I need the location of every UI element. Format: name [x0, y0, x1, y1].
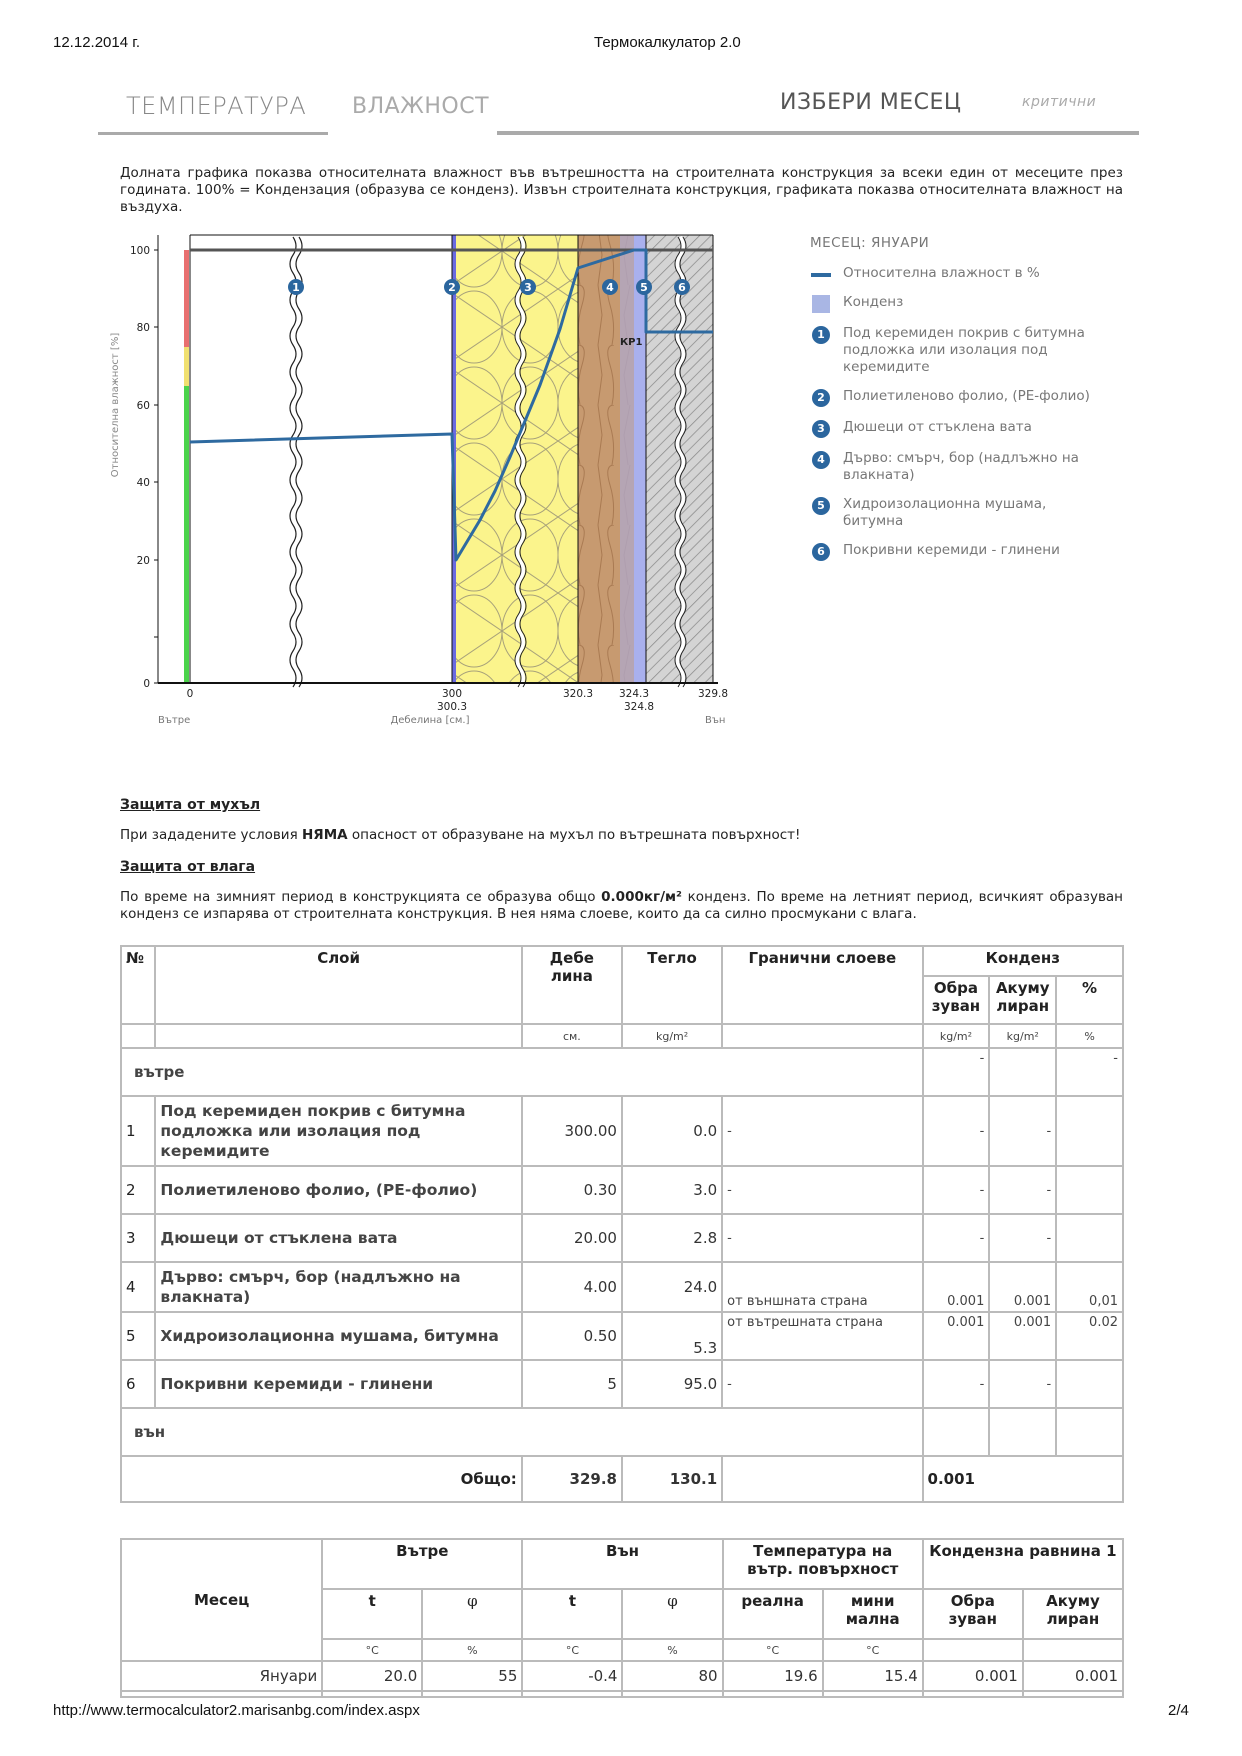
table-row: 2 Полиетиленово фолио, (PE-фолио) 0.30 3.0 - - -: [121, 1166, 1123, 1214]
svg-text:40: 40: [136, 477, 150, 489]
col-condensate: Конденз: [923, 946, 1123, 976]
svg-text:Относителна влажност [%]: Относителна влажност [%]: [110, 332, 121, 478]
col-inside: Вътре: [322, 1539, 522, 1589]
tab-humidity[interactable]: ВЛАЖНОСТ: [352, 94, 490, 119]
table-row-january: Януари 20.0 55 -0.4 80 19.6 15.4 0.001 0.001: [121, 1661, 1123, 1691]
svg-text:Вътре: Вътре: [158, 715, 191, 726]
svg-text:320.3: 320.3: [562, 688, 594, 700]
line-icon: [811, 273, 831, 277]
col-month: Месец: [121, 1539, 322, 1661]
square-icon: [812, 295, 830, 313]
table-row-total: Общо: 329.8 130.1 0.001: [121, 1456, 1123, 1502]
legend-item-layer-4: 4 Дърво: смърч, бор (надлъжно на влакната): [810, 450, 1110, 484]
svg-text:20: 20: [136, 555, 150, 567]
legend-item-condensate: Конденз: [810, 294, 1110, 313]
col-percent: %: [1056, 976, 1123, 1024]
svg-text:329.8: 329.8: [697, 688, 729, 700]
svg-text:300: 300: [441, 688, 463, 700]
col-layer: Слой: [155, 946, 521, 1024]
print-title: Термокалкулатор 2.0: [594, 34, 741, 51]
number-badge-icon: 2: [812, 389, 830, 407]
mold-heading: Защита от мухъл: [120, 797, 261, 813]
col-thickness: Дебе лина: [522, 946, 622, 1024]
legend-item-humidity: Относителна влажност в %: [810, 265, 1110, 282]
table-row: 6 Покривни керемиди - глинени 5 95.0 - - -: [121, 1360, 1123, 1408]
moisture-text: По време на зимният период в конструкцията се образува общо 0.000кг/м² конденз. По време на летният период, всичкият образуван конденз се изпарява от строителната конструкция. В нея няма слоеве, които да са силно просмукани с влага.: [120, 889, 1123, 922]
table-row: 5 Хидроизолационна мушама, битумна 0.50 5.3 от вътрешната страна 0.001 0.001 0.02: [121, 1312, 1123, 1360]
col-surface-temp: Температура на вътр. повърхност: [723, 1539, 923, 1589]
svg-text:6: 6: [678, 281, 686, 294]
chart-legend: [810, 235, 1110, 573]
table-row-inside: вътре - -: [121, 1048, 1123, 1096]
svg-text:1: 1: [292, 281, 300, 294]
layers-table: № Слой Дебе лина Тегло Гранични слоеве Конденз Обра зуван Акуму лиран % см. kg/m² kg/m² kg/m² % вътре - - 1 Под керемиден покрив с битумна подложка или изолация под керемидите 300.00 0.0 - - - 2 Полиетиленово фолио, (PE-фолио) 0.30 3.0 - - - 3 Дюшеци от стъклена вата 20.00 2.8 - - - 4 Дърво: смърч, бор (надлъжно на влакната) 4.00 24.0 от външната страна 0.001 0.001 0,01 5 Хидроизолационна мушама, битумна 0.50 5.3 от вътрешната страна 0.001 0.001 0.02 6 Покривни керемиди - глинени 5 95.0 - - - вън Общо: 329.8 130.1 0.001: [120, 945, 1124, 1503]
number-badge-icon: 5: [812, 497, 830, 515]
svg-text:0: 0: [186, 688, 194, 700]
col-boundary: Гранични слоеве: [722, 946, 922, 1024]
svg-text:0: 0: [143, 678, 150, 690]
svg-text:5: 5: [640, 281, 648, 294]
legend-item-layer-3: 3 Дюшеци от стъклена вата: [810, 419, 1110, 438]
table-row: 1 Под керемиден покрив с битумна подложка или изолация под керемидите 300.00 0.0 - - -: [121, 1096, 1123, 1166]
layer-5-membrane: [634, 235, 646, 683]
col-no: №: [121, 946, 155, 1024]
critical-months-link[interactable]: критични: [1022, 94, 1097, 110]
mold-text: При зададените условия НЯМА опасност от образуване на мухъл по вътрешната повърхност!: [120, 827, 801, 843]
table-row: 3 Дюшеци от стъклена вата 20.00 2.8 - - -: [121, 1214, 1123, 1262]
legend-item-layer-2: 2 Полиетиленово фолио, (PE-фолио): [810, 388, 1110, 407]
col-condensation-plane: Кондензна равнина 1: [923, 1539, 1123, 1589]
monthly-table: Месец Вътре Вън Температура на вътр. повърхност Кондензна равнина 1 t φ t φ реална мини мална Обра зуван Акуму лиран °C % °C % °C °C Януари 20.0 55 -0.4 80 19.6 15.4 0.001 0.001: [120, 1538, 1124, 1698]
svg-text:4: 4: [606, 281, 614, 294]
chart-description: Долната графика показва относителната влажност във вътрешността на строителната конструкция за всеки един от месеците през годината. 100% = Кондензация (образува се конденз). Извън строителната конструкция, графиката показва относителната влажност на въздуха.: [120, 165, 1123, 215]
table-row-outside: вън: [121, 1408, 1123, 1456]
number-badge-icon: 6: [812, 543, 830, 561]
svg-text:60: 60: [136, 400, 150, 412]
tab-underline: [98, 132, 328, 135]
svg-text:3: 3: [524, 281, 532, 294]
print-date: 12.12.2014 г.: [53, 34, 141, 51]
page-url: http://www.termocalculator2.marisanbg.com/index.aspx: [53, 1702, 420, 1719]
number-badge-icon: 1: [812, 326, 830, 344]
moisture-heading: Защита от влага: [120, 859, 256, 875]
svg-text:300.3: 300.3: [436, 701, 468, 713]
svg-text:2: 2: [448, 281, 456, 294]
svg-text:100: 100: [129, 245, 150, 257]
col-weight: Тегло: [622, 946, 722, 1024]
svg-text:Вън: Вън: [705, 715, 726, 726]
svg-text:324.3: 324.3: [618, 688, 650, 700]
legend-month-title: МЕСЕЦ: ЯНУАРИ: [810, 235, 930, 251]
col-accumulated: Акуму лиран: [989, 976, 1056, 1024]
legend-item-layer-1: 1 Под керемиден покрив с битумна подложка или изолация под керемидите: [810, 325, 1110, 376]
humidity-chart-plot: [110, 225, 810, 745]
tab-temperature[interactable]: ТЕМПЕРАТУРА: [126, 92, 307, 120]
select-month-button[interactable]: ИЗБЕРИ МЕСЕЦ: [780, 90, 962, 115]
svg-text:КР1: КР1: [620, 337, 643, 348]
month-underline: [497, 131, 1139, 135]
humidity-chart: [110, 225, 1120, 745]
col-outside: Вън: [522, 1539, 722, 1589]
legend-item-layer-5: 5 Хидроизолационна мушама, битумна: [810, 496, 1110, 530]
table-row: 4 Дърво: смърч, бор (надлъжно на влакната) 4.00 24.0 от външната страна 0.001 0.001 0,01: [121, 1262, 1123, 1312]
page-number: 2/4: [1168, 1702, 1189, 1719]
number-badge-icon: 3: [812, 420, 830, 438]
col-formed: Обра зуван: [923, 976, 990, 1024]
legend-item-layer-6: 6 Покривни керемиди - глинени: [810, 542, 1110, 561]
svg-text:80: 80: [136, 322, 150, 334]
svg-text:Дебелина [см.]: Дебелина [см.]: [390, 715, 470, 726]
svg-text:324.8: 324.8: [623, 701, 655, 713]
number-badge-icon: 4: [812, 451, 830, 469]
